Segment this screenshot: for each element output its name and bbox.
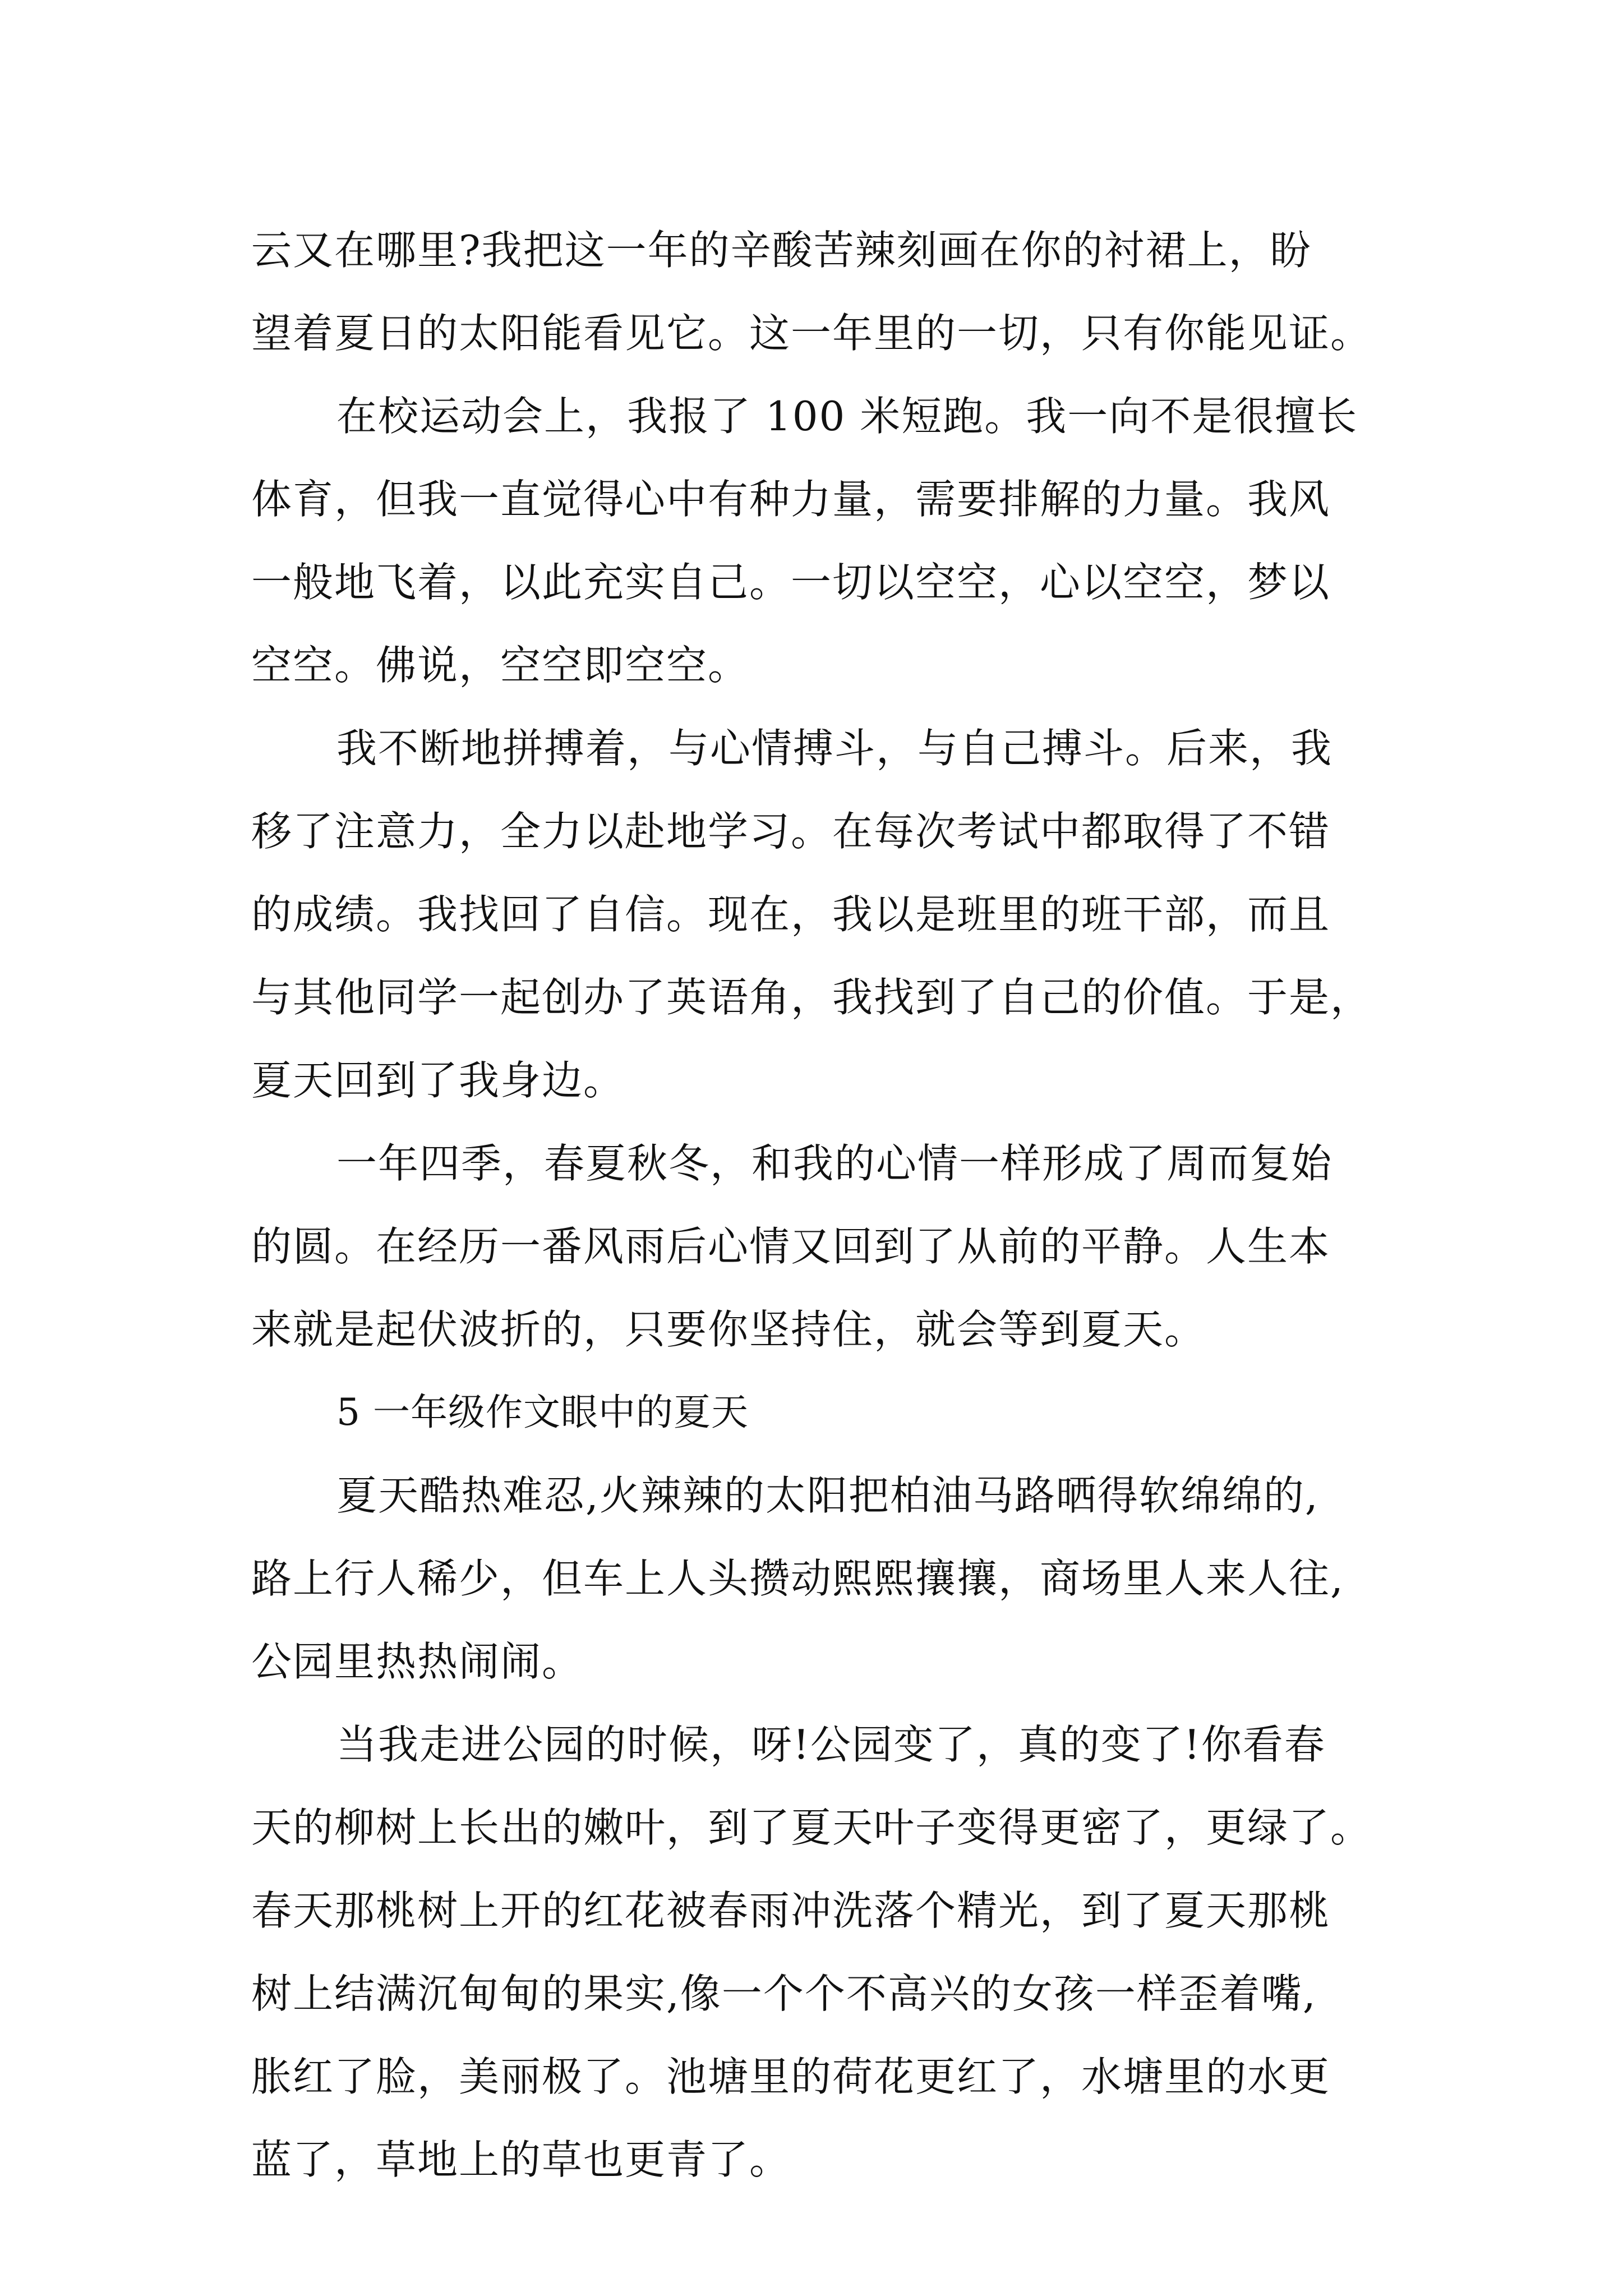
text-line: 当我走进公园的时候，呀!公园变了，真的变了!你看春 — [336, 1721, 1326, 1768]
text-line: 的圆。在经历一番风雨后心情又回到了从前的平静。人生本 — [251, 1223, 1331, 1270]
document-body — [251, 209, 1390, 2201]
text-line: 我不断地拼搏着，与心情搏斗，与自己搏斗。后来，我 — [336, 725, 1333, 772]
text-line: 望着夏日的太阳能看见它。这一年里的一切，只有你能见证。 — [251, 310, 1372, 357]
paragraph-park — [251, 1703, 1390, 2201]
paragraph-four-seasons — [251, 1122, 1390, 1371]
text-line: 夏天回到了我身边。 — [251, 1057, 625, 1104]
text-line: 夏天酷热难忍,火辣辣的太阳把柏油马路晒得软绵绵的, — [336, 1472, 1319, 1519]
text-line: 空空。佛说，空空即空空。 — [251, 642, 750, 689]
section-title: 5 一年级作文眼中的夏天 — [336, 1391, 749, 1434]
text-line: 来就是起伏波折的，只要你坚持住，就会等到夏天。 — [251, 1306, 1206, 1353]
paragraph-struggle — [251, 707, 1390, 1122]
text-line: 在校运动会上，我报了 100 米短跑。我一向不是很擅长 — [336, 393, 1358, 440]
section-heading — [251, 1371, 1390, 1454]
paragraph-summer-reflection-end — [251, 209, 1390, 375]
text-line: 云又在哪里?我把这一年的辛酸苦辣刻画在你的衬裙上，盼 — [251, 227, 1312, 274]
text-line: 与其他同学一起创办了英语角，我找到了自己的价值。于是， — [251, 974, 1372, 1021]
text-line: 天的柳树上长出的嫩叶，到了夏天叶子变得更密了，更绿了。 — [251, 1804, 1372, 1851]
text-line: 公园里热热闹闹。 — [251, 1638, 584, 1685]
text-line: 路上行人稀少，但车上人头攒动熙熙攘攘，商场里人来人往, — [251, 1555, 1344, 1602]
text-line: 的成绩。我找回了自信。现在，我以是班里的班干部，而且 — [251, 891, 1331, 938]
text-line: 体育，但我一直觉得心中有种力量，需要排解的力量。我风 — [251, 476, 1331, 523]
text-line: 一般地飞着，以此充实自己。一切以空空，心以空空，梦以 — [251, 559, 1331, 606]
text-line: 树上结满沉甸甸的果实,像一个个不高兴的女孩一样歪着嘴, — [251, 1970, 1317, 2017]
text-line: 移了注意力，全力以赴地学习。在每次考试中都取得了不错 — [251, 808, 1331, 855]
text-line: 蓝了，草地上的草也更青了。 — [251, 2136, 791, 2183]
paragraph-hot-summer — [251, 1454, 1390, 1703]
text-line: 春天那桃树上开的红花被春雨冲洗落个精光，到了夏天那桃 — [251, 1887, 1331, 1934]
text-line: 胀红了脸，美丽极了。池塘里的荷花更红了，水塘里的水更 — [251, 2053, 1331, 2100]
paragraph-sports-meet — [251, 375, 1390, 707]
text-line: 一年四季，春夏秋冬，和我的心情一样形成了周而复始 — [336, 1140, 1333, 1187]
